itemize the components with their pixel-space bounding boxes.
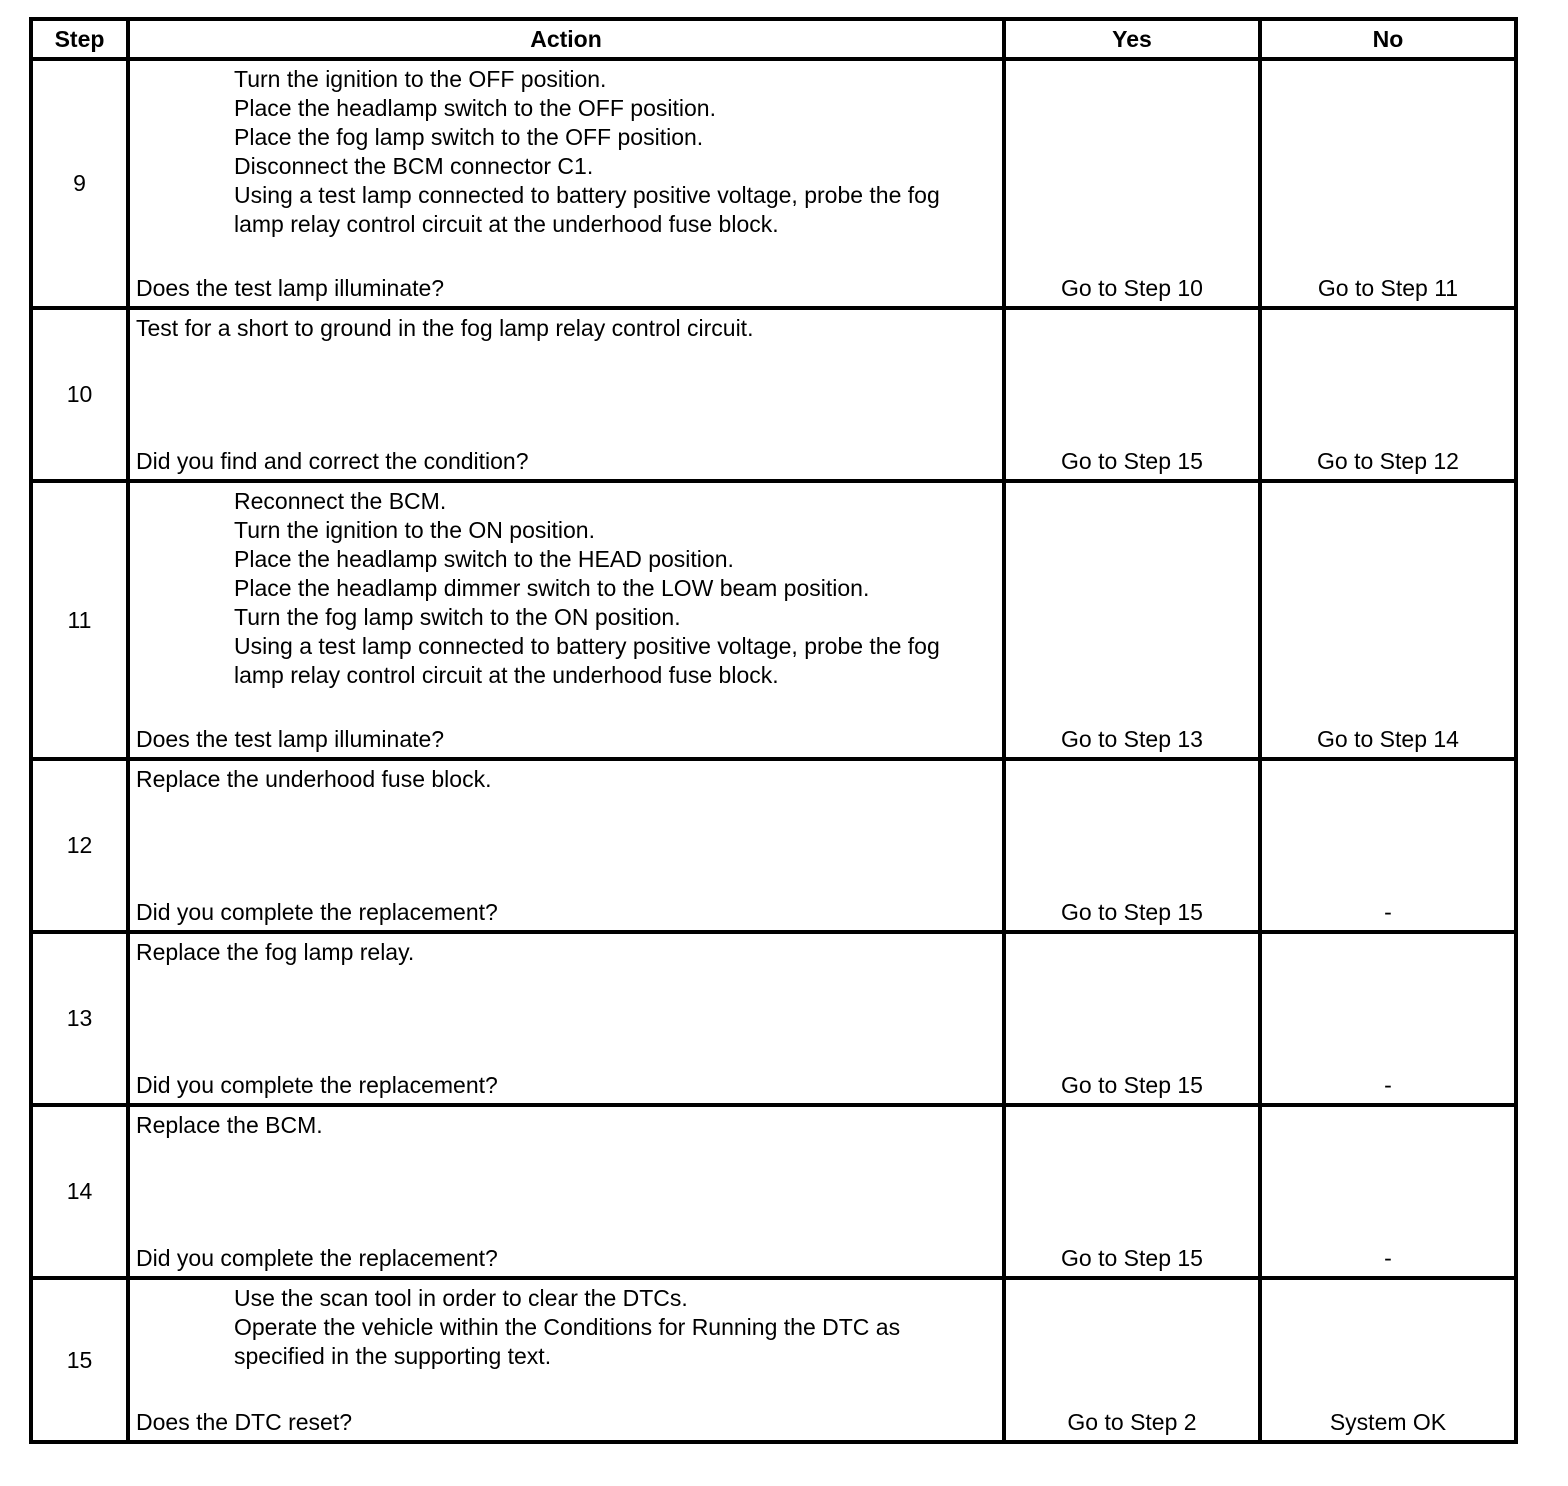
header-action: Action: [128, 19, 1004, 59]
action-question: Did you complete the replacement?: [136, 1072, 498, 1098]
action-text: Test for a short to ground in the fog lamp relay control circuit.: [136, 315, 754, 341]
action-cell: [128, 1278, 1004, 1442]
header-row: [31, 19, 1516, 59]
yes-cell: [1004, 932, 1260, 1105]
yes-result: Go to Step 15: [1061, 448, 1203, 474]
no-cell: [1260, 1278, 1516, 1442]
no-result: -: [1384, 899, 1392, 925]
header-no: No: [1260, 19, 1516, 59]
step-number: 14: [31, 1105, 128, 1278]
yes-result: Go to Step 2: [1067, 1409, 1197, 1435]
action-text: Replace the underhood fuse block.: [136, 766, 492, 792]
action-text: Replace the BCM.: [136, 1112, 323, 1138]
table-row: [31, 1105, 1516, 1278]
no-cell: [1260, 932, 1516, 1105]
step-number: 11: [31, 481, 128, 759]
step-number: 13: [31, 932, 128, 1105]
action-step-line: Using a test lamp connected to battery positive voltage, probe the fog: [234, 633, 940, 659]
action-step-line: specified in the supporting text.: [234, 1343, 552, 1369]
no-result: -: [1384, 1245, 1392, 1271]
action-step-line: Place the headlamp switch to the HEAD position.: [234, 546, 734, 572]
action-cell: [128, 759, 1004, 932]
action-step-line: lamp relay control circuit at the underhood fuse block.: [234, 662, 779, 688]
action-question: Did you complete the replacement?: [136, 899, 498, 925]
action-cell: [128, 481, 1004, 759]
action-step-line: Disconnect the BCM connector C1.: [234, 153, 594, 179]
step-number: 12: [31, 759, 128, 932]
diagnostic-table: [29, 17, 1518, 1444]
action-question: Does the DTC reset?: [136, 1409, 353, 1435]
action-step-line: Place the fog lamp switch to the OFF position.: [234, 124, 704, 150]
yes-result: Go to Step 13: [1061, 726, 1203, 752]
action-step-line: Turn the ignition to the ON position.: [234, 517, 595, 543]
action-step-line: Turn the ignition to the OFF position.: [234, 66, 607, 92]
yes-result: Go to Step 15: [1061, 1245, 1203, 1271]
action-cell: [128, 308, 1004, 481]
yes-result: Go to Step 15: [1061, 1072, 1203, 1098]
step-number: 9: [31, 59, 128, 308]
no-result: Go to Step 14: [1317, 726, 1459, 752]
table-row: [31, 59, 1516, 308]
table-row: [31, 481, 1516, 759]
yes-result: Go to Step 15: [1061, 899, 1203, 925]
table-row: [31, 1278, 1516, 1442]
action-steps: [130, 483, 1002, 690]
table-row: [31, 308, 1516, 481]
action-cell: [128, 1105, 1004, 1278]
no-cell: [1260, 59, 1516, 308]
no-result: Go to Step 12: [1317, 448, 1459, 474]
step-number: 10: [31, 308, 128, 481]
no-result: -: [1384, 1072, 1392, 1098]
table-row: [31, 932, 1516, 1105]
yes-cell: [1004, 308, 1260, 481]
action-step-line: Place the headlamp switch to the OFF position.: [234, 95, 716, 121]
header-yes: Yes: [1004, 19, 1260, 59]
action-step-line: Reconnect the BCM.: [234, 488, 447, 514]
action-step-line: Use the scan tool in order to clear the DTCs.: [234, 1285, 688, 1311]
action-step-line: Place the headlamp dimmer switch to the LOW beam position.: [234, 575, 870, 601]
step-number: 15: [31, 1278, 128, 1442]
action-step-line: Operate the vehicle within the Conditions for Running the DTC as: [234, 1314, 901, 1340]
action-cell: [128, 932, 1004, 1105]
table-row: [31, 759, 1516, 932]
no-result: System OK: [1329, 1409, 1447, 1435]
action-text: Replace the fog lamp relay.: [136, 939, 415, 965]
header-step: Step: [31, 19, 128, 59]
action-cell: [128, 59, 1004, 308]
action-question: Did you find and correct the condition?: [136, 448, 529, 474]
action-step-line: Using a test lamp connected to battery positive voltage, probe the fog: [234, 182, 940, 208]
yes-cell: [1004, 1105, 1260, 1278]
yes-result: Go to Step 10: [1061, 275, 1203, 301]
action-steps: [130, 1280, 1002, 1371]
no-cell: [1260, 759, 1516, 932]
yes-cell: [1004, 59, 1260, 308]
action-question: Does the test lamp illuminate?: [136, 275, 445, 301]
action-question: Does the test lamp illuminate?: [136, 726, 445, 752]
yes-cell: [1004, 759, 1260, 932]
no-cell: [1260, 308, 1516, 481]
action-question: Did you complete the replacement?: [136, 1245, 498, 1271]
no-cell: [1260, 481, 1516, 759]
yes-cell: [1004, 1278, 1260, 1442]
yes-cell: [1004, 481, 1260, 759]
no-result: Go to Step 11: [1317, 275, 1459, 301]
no-cell: [1260, 1105, 1516, 1278]
action-steps: [130, 61, 1002, 239]
action-step-line: lamp relay control circuit at the underhood fuse block.: [234, 211, 779, 237]
action-step-line: Turn the fog lamp switch to the ON position.: [234, 604, 681, 630]
